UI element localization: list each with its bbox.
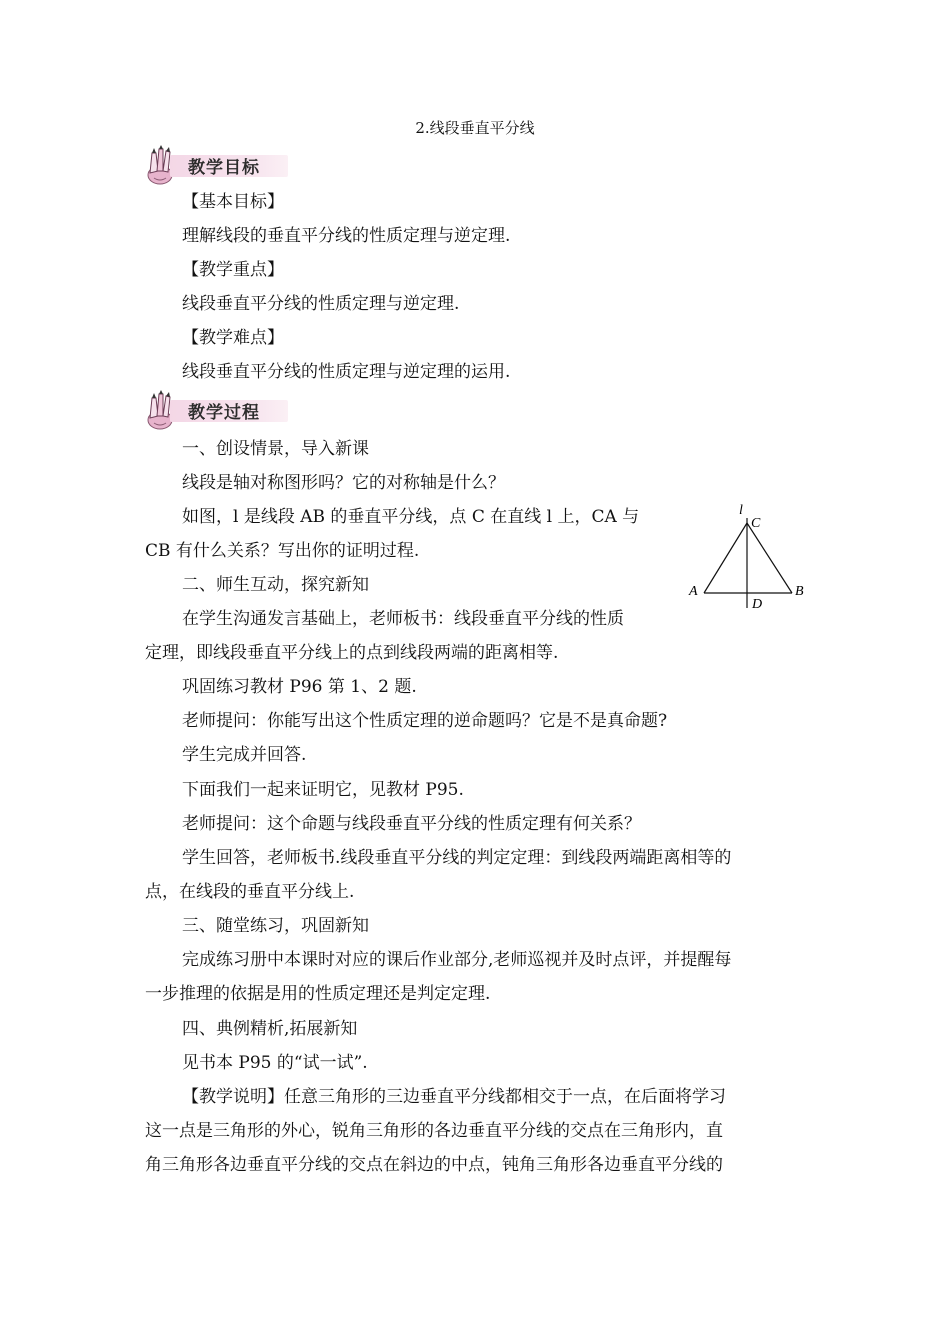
label-c: C <box>751 516 761 531</box>
difficult-point-heading: 【教学难点】 <box>182 328 284 348</box>
segment-ca <box>704 523 747 593</box>
key-point-heading: 【教学重点】 <box>182 260 284 280</box>
difficult-point-text: 线段垂直平分线的性质定理与逆定理的运用. <box>182 362 511 382</box>
section-1-heading: 一、创设情景，导入新课 <box>182 439 369 459</box>
section-4-para-2-line-1: 【教学说明】任意三角形的三边垂直平分线都相交于一点，在后面将学习 <box>182 1087 726 1107</box>
label-b: B <box>795 584 804 599</box>
key-point-text: 线段垂直平分线的性质定理与逆定理. <box>182 294 460 314</box>
section-1-question-2-line-1: 如图，l 是线段 AB 的垂直平分线，点 C 在直线 l 上，CA 与 <box>182 507 640 527</box>
page-title: 2.线段垂直平分线 <box>415 119 535 137</box>
basic-goal-text: 理解线段的垂直平分线的性质定理与逆定理. <box>182 226 511 246</box>
section-2-para-6: 老师提问：这个命题与线段垂直平分线的性质定理有何关系？ <box>182 814 641 834</box>
section-banner-goals <box>140 145 290 185</box>
section-2-para-1-line-1: 在学生沟通发言基础上，老师板书：线段垂直平分线的性质 <box>182 609 624 629</box>
triangle-diagram <box>680 500 810 615</box>
section-1-question-1: 线段是轴对称图形吗？它的对称轴是什么？ <box>182 473 505 493</box>
banner-label-goals: 教学目标 <box>188 158 260 178</box>
basic-goal-heading: 【基本目标】 <box>182 192 284 212</box>
segment-cb <box>747 523 792 593</box>
section-2-heading: 二、师生互动，探究新知 <box>182 575 369 595</box>
section-1-question-2-line-2: CB 有什么关系？写出你的证明过程. <box>145 541 420 561</box>
section-3-heading: 三、随堂练习，巩固新知 <box>182 916 369 936</box>
banner-label-process: 教学过程 <box>188 403 260 423</box>
perpendicular-bisector-figure <box>680 500 810 615</box>
section-2-para-3: 老师提问：你能写出这个性质定理的逆命题吗？它是不是真命题? <box>182 711 668 731</box>
section-banner-process <box>140 390 290 430</box>
section-4-para-2-line-2: 这一点是三角形的外心，锐角三角形的各边垂直平分线的交点在三角形内，直 <box>145 1121 723 1141</box>
label-a: A <box>689 584 698 599</box>
section-3-para-1-line-2: 一步推理的依据是用的性质定理还是判定定理. <box>145 984 491 1004</box>
section-3-para-1-line-1: 完成练习册中本课时对应的课后作业部分,老师巡视并及时点评，并提醒每 <box>182 950 732 970</box>
section-4-para-1: 见书本 P95 的“试一试”. <box>182 1053 368 1073</box>
section-4-para-2-line-3: 角三角形各边垂直平分线的交点在斜边的中点，钝角三角形各边垂直平分线的 <box>145 1155 723 1175</box>
label-d: D <box>752 597 763 612</box>
section-2-para-1-line-2: 定理，即线段垂直平分线上的点到线段两端的距离相等. <box>145 643 559 663</box>
label-l: l <box>739 503 743 518</box>
section-2-para-7-line-2: 点，在线段的垂直平分线上. <box>145 882 355 902</box>
section-2-para-2: 巩固练习教材 P96 第 1、2 题. <box>182 677 417 697</box>
section-2-para-7-line-1: 学生回答，老师板书.线段垂直平分线的判定定理：到线段两端距离相等的 <box>182 848 732 868</box>
section-2-para-4: 学生完成并回答. <box>182 745 307 765</box>
section-4-heading: 四、典例精析,拓展新知 <box>182 1019 358 1039</box>
section-2-para-5: 下面我们一起来证明它，见教材 P95. <box>182 780 464 800</box>
